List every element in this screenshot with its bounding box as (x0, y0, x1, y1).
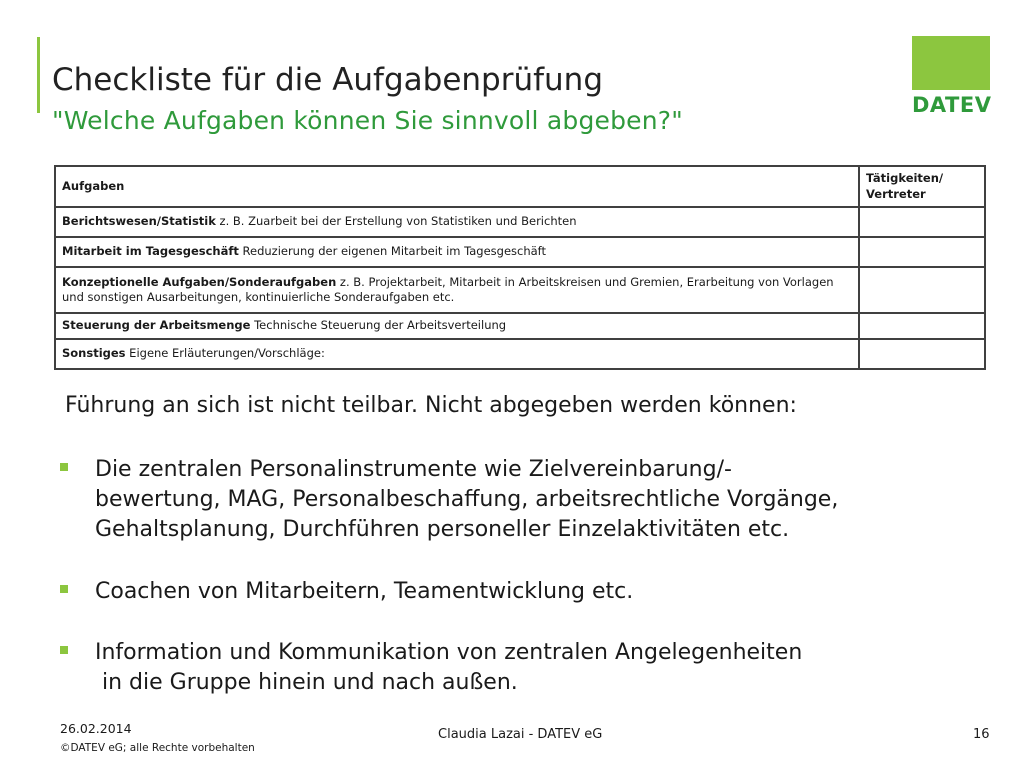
column-header-taetigkeiten: Tätigkeiten/ Vertreter (859, 166, 985, 207)
bullet-text: Die zentralen Personalinstrumente wie Zielvereinbarung/- bewertung, MAG, Personalbeschaffung, arbeitsrechtliche Vorgänge, Gehaltsplanung, Durchführen personeller Einzelaktivitäten etc. (95, 457, 839, 542)
bullet-item (60, 577, 633, 607)
bullet-square-icon (60, 646, 68, 654)
footer-copyright: ©DATEV eG; alle Rechte vorbehalten (60, 742, 255, 754)
table-row (55, 267, 985, 313)
bullet-square-icon (60, 585, 68, 593)
datev-logo (912, 36, 990, 117)
footer-author: Claudia Lazai - DATEV eG (438, 727, 603, 742)
task-title: Konzeptionelle Aufgaben/Sonderaufgaben (62, 274, 337, 289)
table-header-row (55, 166, 985, 207)
title-accent-bar (37, 37, 40, 113)
assignee-cell[interactable] (859, 207, 985, 237)
lead-text: Führung an sich ist nicht teilbar. Nicht abgegeben werden können: (65, 393, 797, 418)
assignee-cell[interactable] (859, 237, 985, 267)
bullet-text: Coachen von Mitarbeitern, Teamentwicklung etc. (95, 579, 634, 604)
bullet-square-icon (60, 463, 68, 471)
task-title: Steuerung der Arbeitsmenge (62, 318, 251, 333)
task-description: z. B. Zuarbeit bei der Erstellung von Statistiken und Berichten (215, 214, 577, 229)
checklist-table (54, 165, 986, 370)
assignee-cell[interactable] (859, 313, 985, 339)
footer-date: 26.02.2014 (60, 721, 132, 736)
task-cell (55, 339, 859, 369)
column-header-aufgaben: Aufgaben (55, 166, 859, 207)
task-description: Eigene Erläuterungen/Vorschläge: (125, 346, 325, 361)
assignee-cell[interactable] (859, 267, 985, 313)
logo-square-icon (912, 36, 990, 90)
bullet-text: Information und Kommunikation von zentralen Angelegenheiten in die Gruppe hinein und nach außen. (95, 640, 803, 695)
task-cell (55, 267, 859, 313)
page-subtitle: "Welche Aufgaben können Sie sinnvoll abgeben?" (52, 106, 683, 135)
table-row (55, 207, 985, 237)
task-cell (55, 237, 859, 267)
task-description: z. B. Projektarbeit, Mitarbeit in Arbeitskreisen und Gremien, Erarbeitung von Vorlagen und sonstigen Ausarbeitungen, kontinuierliche Sonderaufgaben etc. (62, 274, 834, 305)
task-title: Mitarbeit im Tagesgeschäft (62, 244, 239, 259)
task-cell (55, 207, 859, 237)
task-title: Berichtswesen/Statistik (62, 214, 216, 229)
task-title: Sonstiges (62, 346, 126, 361)
assignee-cell[interactable] (859, 339, 985, 369)
bullet-item (60, 638, 802, 698)
task-description: Reduzierung der eigenen Mitarbeit im Tagesgeschäft (238, 244, 547, 259)
table-row (55, 237, 985, 267)
table-row (55, 339, 985, 369)
page-title: Checkliste für die Aufgabenprüfung (52, 62, 603, 98)
table-row (55, 313, 985, 339)
logo-text: DATEV (912, 93, 992, 117)
bullet-item (60, 455, 838, 545)
task-description: Technische Steuerung der Arbeitsverteilung (250, 318, 507, 333)
task-cell (55, 313, 859, 339)
page-number: 16 (973, 727, 990, 742)
